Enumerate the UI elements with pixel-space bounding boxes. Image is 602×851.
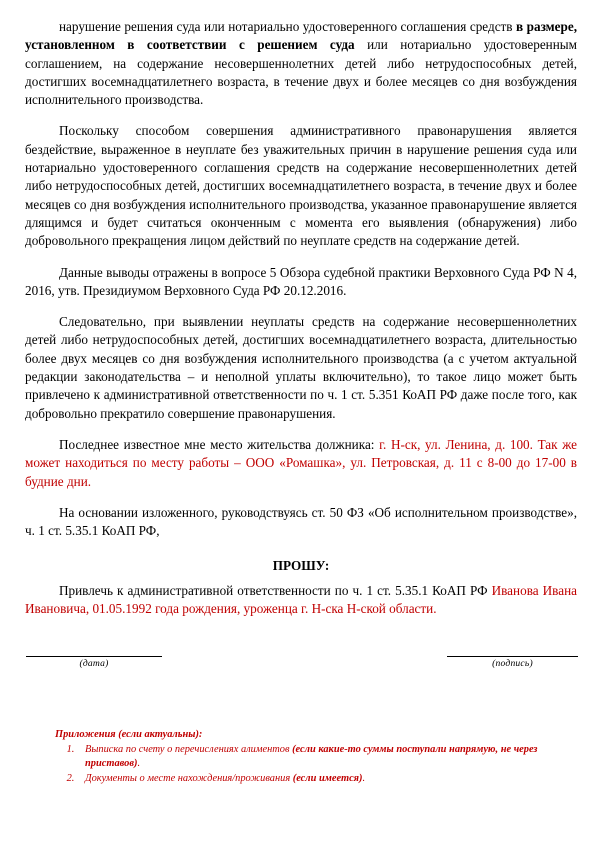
paragraph-request-body: Привлечь к административной ответственности по ч. 1 ст. 5.35.1 КоАП РФ Иванова Ивана Ивановича, 01.05.1992 года рождения, уроженца г. Н-ска Н-ской области.: [25, 582, 577, 617]
paragraph-continuation-law-text: нарушение решения суда или нотариально удостоверенного соглашения средств в размере, установленном в соответствии с решением суда или нотариально удостоверенным соглашением, на содержание несовершеннолетних детей либо нетрудоспособных детей, достигших восемнадцатилетнего возраста, в течение двух и более месяцев со дня возбуждения исполнительного производства.: [25, 19, 578, 108]
date-label: (дата): [79, 658, 109, 670]
signature-line[interactable]: [447, 644, 578, 657]
paragraph-legal-basis: На основании изложенного, руководствуясь ст. 50 ФЗ «Об исполнительном производстве», ч. 1 ст. 5.35.1 КоАП РФ,: [25, 504, 577, 539]
date-line[interactable]: [26, 644, 162, 657]
paragraph-conclusion-liability: Следовательно, при выявлении неуплаты средств на содержание несовершеннолетних детей либо нетрудоспособных детей, достигших восемнадцатилетнего возраста, длительностью более двух месяцев со дня возбуждения исполнительного производства (а с учетом актуальной редакции законодательства – и неполной уплаты включительно), то такое лицо может быть привлечено к административной ответственности по ч. 1 ст. 5.351 КоАП РФ даже после того, как добровольно прекратило совершение правонарушения.: [25, 314, 577, 421]
paragraph-debtor-address: Последнее известное мне место жительства должника: г. Н-ск, ул. Ленина, д. 100. Так же может находиться по месту работы – ООО «Ромашка», ул. Петровская, д. 11 с 8-00 до 17-00 в будние дни.: [25, 436, 577, 489]
list-item: 1. Выписка по счету о перечислениях алиментов (если какие-то суммы поступали напрямую, не через приставов).: [77, 743, 577, 772]
signature-block: [25, 644, 577, 690]
list-item: 2. Документы о месте нахождения/проживания (если имеется).: [77, 772, 577, 786]
date-signature-slot: [26, 644, 162, 669]
attachments-list: [25, 743, 577, 786]
request-heading: ПРОШУ:: [272, 558, 330, 574]
attachments-section: [25, 728, 577, 786]
attachments-title: Приложения (если актуальны):: [55, 729, 203, 741]
paragraph-supreme-court-review: Данные выводы отражены в вопросе 5 Обзора судебной практики Верховного Суда РФ N 4, 2016, утв. Президиумом Верховного Суда РФ 20.12.2016.: [25, 264, 577, 298]
paragraph-offense-method: Поскольку способом совершения административного правонарушения является бездействие, выраженное в неуплате без уважительных причин в нарушение решения суда или нотариально удостоверенного соглашения средств на содержание несовершеннолетних детей либо нетрудоспособных детей, достигших восемнадцатилетнего возраста, в течение двух и более месяцев со дня возбуждения исполнительного производства, указанное правонарушение является длящимся и будет считаться оконченным с момента его выявления (обнаружения) либо добровольного прекращения лицом действий по неуплате средств на содержание детей.: [25, 123, 577, 249]
signature-label: (подпись): [492, 658, 533, 670]
signature-slot: [447, 644, 578, 669]
